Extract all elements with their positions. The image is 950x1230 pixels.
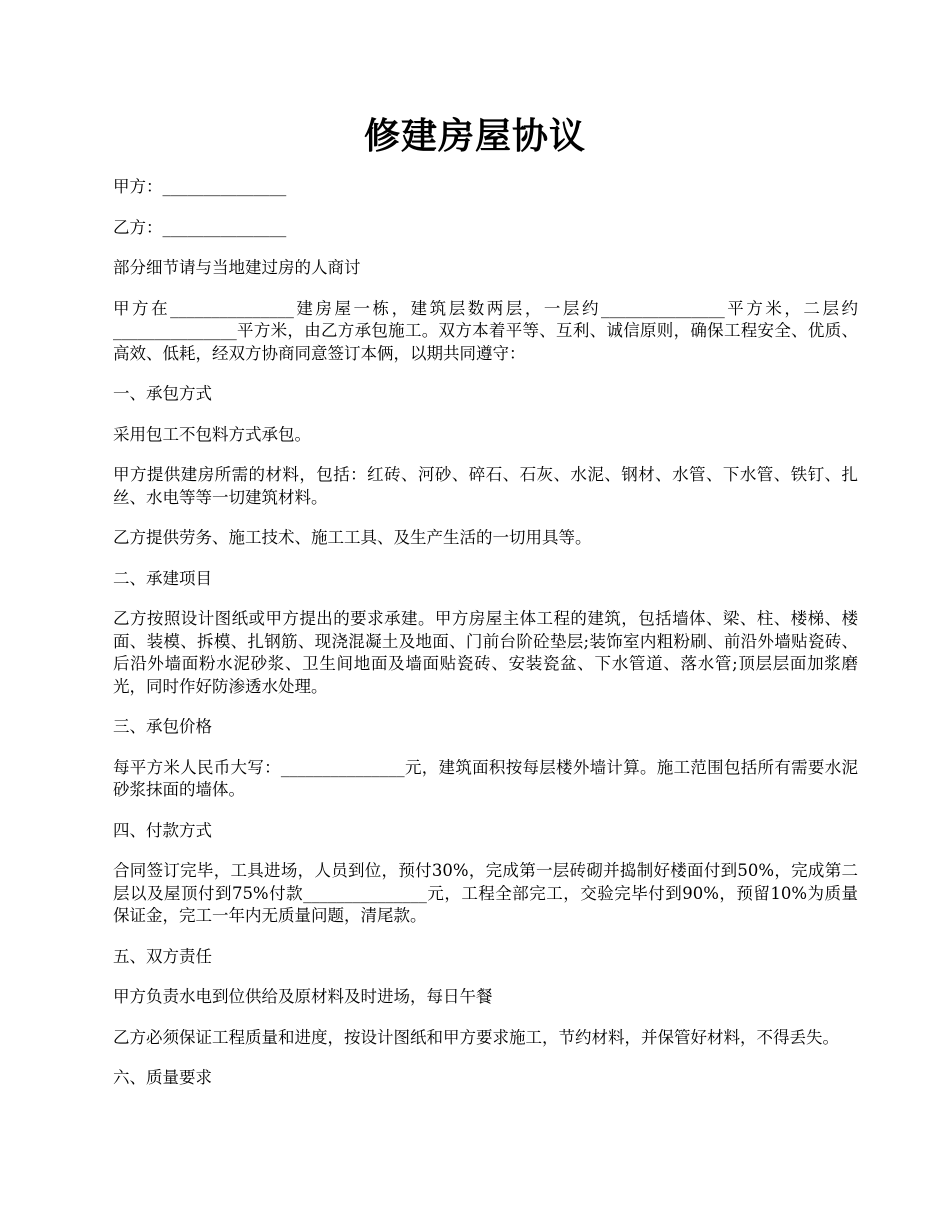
price-paragraph: 每平方米人民币大写：_______________元，建筑面积按每层楼外墙计算。施工范围包括所有需要水泥砂浆抹面的墙体。 — [113, 757, 858, 799]
section-heading-price: 三、承包价格 — [113, 717, 212, 736]
note-paragraph: 部分细节请与当地建过房的人商讨 — [113, 258, 361, 277]
section-heading-responsibilities: 五、双方责任 — [113, 946, 212, 966]
labor-paragraph: 乙方提供劳务、施工技术、施工工具、及生产生活的一切用具等。 — [113, 528, 592, 547]
intro-paragraph: 甲方在_______________建房屋一栋，建筑层数两层，一层约_______________平方米，二层约_______________平方米，由乙方承包施工。双方本着平等、互利、诚信原则，确保工程安全、优质、高效、低耗，经双方协商同意签订本俩，以期共同遵守： — [113, 298, 858, 363]
party-a-line: 甲方：_______________ — [113, 177, 287, 196]
materials-paragraph: 甲方提供建房所需的材料，包括：红砖、河砂、碎石、石灰、水泥、钢材、水管、下水管、铁钉、扎丝、水电等等一切建筑材料。 — [113, 465, 858, 507]
payment-paragraph: 合同签订完毕，工具进场，人员到位，预付30%，完成第一层砖砌并捣制好楼面付到50%，完成第二层以及屋顶付到75%付款_______________元，工程全部完工，交验完毕付到90%，预留10%为质量保证金，完工一年内无质量问题，清尾款。 — [113, 861, 858, 925]
party-b-responsibility-paragraph: 乙方必须保证工程质量和进度，按设计图纸和甲方要求施工，节约材料，并保管好材料，不得丢失。 — [113, 1027, 839, 1047]
section-heading-contract-method: 一、承包方式 — [113, 384, 212, 403]
document-title: 修建房屋协议 — [363, 115, 586, 157]
party-b-line: 乙方：_______________ — [113, 217, 287, 237]
project-scope-paragraph: 乙方按照设计图纸或甲方提出的要求承建。甲方房屋主体工程的建筑，包括墙体、梁、柱、楼梯、楼面、装模、拆模、扎钢筋、现浇混凝土及地面、门前台阶砼垫层;装饰室内粗粉刷、前沿外墙贴瓷砖、后沿外墙面粉水泥砂浆、卫生间地面及墙面贴瓷砖、安装瓷盆、下水管道、落水管;顶层层面加浆磨光，同时作好防渗透水处理。 — [113, 609, 858, 696]
section-heading-quality: 六、质量要求 — [113, 1068, 212, 1087]
party-a-responsibility-paragraph: 甲方负责水电到位供给及原材料及时进场，每日午餐 — [113, 987, 493, 1006]
contract-method-paragraph: 采用包工不包料方式承包。 — [113, 424, 311, 444]
section-heading-payment: 四、付款方式 — [113, 820, 212, 840]
document-body — [113, 176, 858, 1108]
section-heading-project-scope: 二、承建项目 — [113, 568, 212, 588]
